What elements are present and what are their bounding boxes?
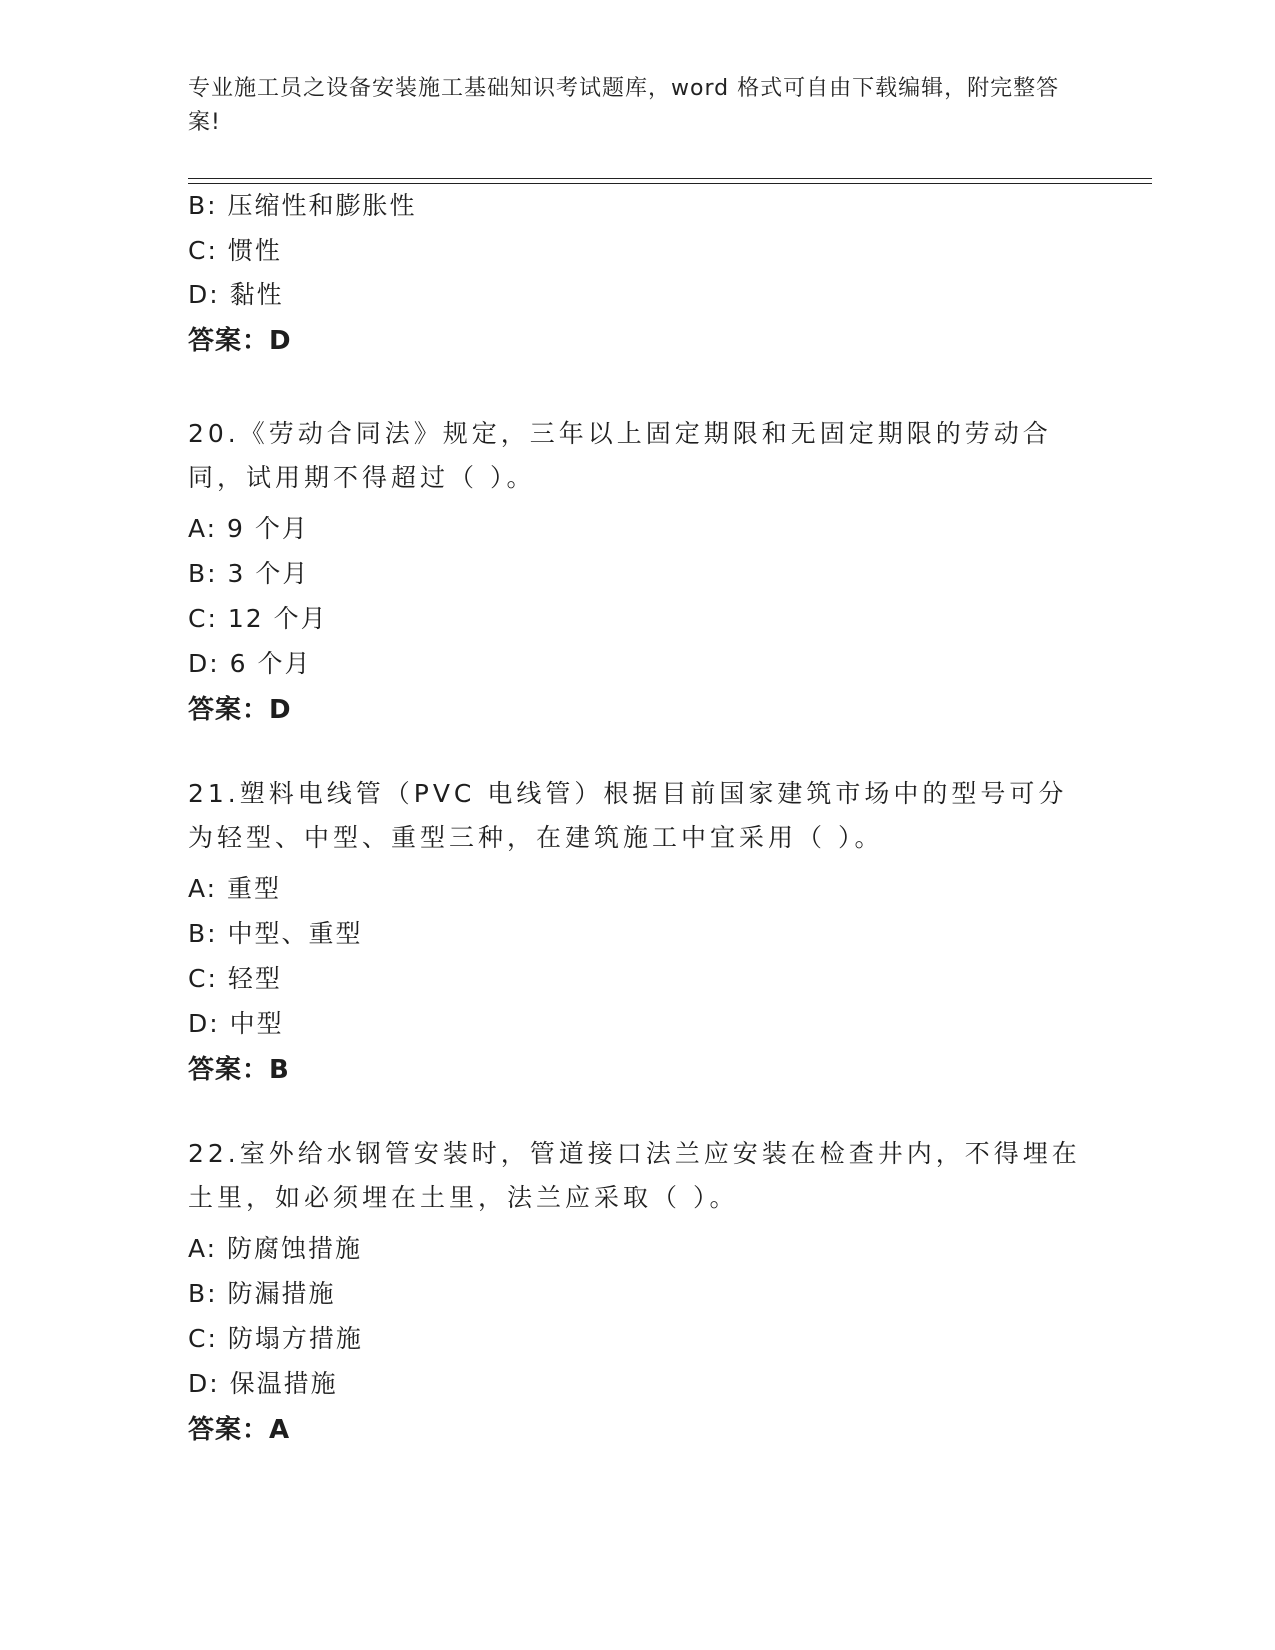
answer-label: 答案：A [188, 1415, 291, 1445]
option-c: C: 惯性 [188, 236, 282, 265]
answer-label: 答案：B [188, 1055, 290, 1085]
answer-label: 答案：D [188, 326, 292, 356]
option-d: D: 6 个月 [188, 649, 312, 678]
option-b: B: 3 个月 [188, 559, 310, 588]
option-a: A: 9 个月 [188, 514, 309, 543]
option-a: A: 防腐蚀措施 [188, 1234, 363, 1263]
question-stem: 21.塑料电线管（PVC 电线管）根据目前国家建筑市场中的型号可分为轻型、中型、重型三种，在建筑施工中宜采用（ ）。 [188, 779, 1068, 852]
option-b: B: 防漏措施 [188, 1279, 336, 1308]
header-divider-bottom [188, 183, 1152, 184]
option-c: C: 轻型 [188, 964, 282, 993]
option-b: B: 压缩性和膨胀性 [188, 191, 417, 220]
option-a: A: 重型 [188, 874, 282, 903]
question-stem: 22.室外给水钢管安装时，管道接口法兰应安装在检查井内，不得埋在土里，如必须埋在土里，法兰应采取（ ）。 [188, 1139, 1081, 1212]
option-d: D: 黏性 [188, 280, 284, 309]
option-c: C: 防塌方措施 [188, 1324, 363, 1353]
option-d: D: 保温措施 [188, 1369, 338, 1398]
option-c: C: 12 个月 [188, 604, 328, 633]
question-stem: 20.《劳动合同法》规定，三年以上固定期限和无固定期限的劳动合同，试用期不得超过（ ）。 [188, 419, 1052, 492]
answer-label: 答案：D [188, 695, 292, 725]
option-b: B: 中型、重型 [188, 919, 363, 948]
option-d: D: 中型 [188, 1009, 284, 1038]
header-divider-top [188, 178, 1152, 179]
document-header: 专业施工员之设备安装施工基础知识考试题库，word 格式可自由下载编辑，附完整答案! [188, 76, 1060, 135]
